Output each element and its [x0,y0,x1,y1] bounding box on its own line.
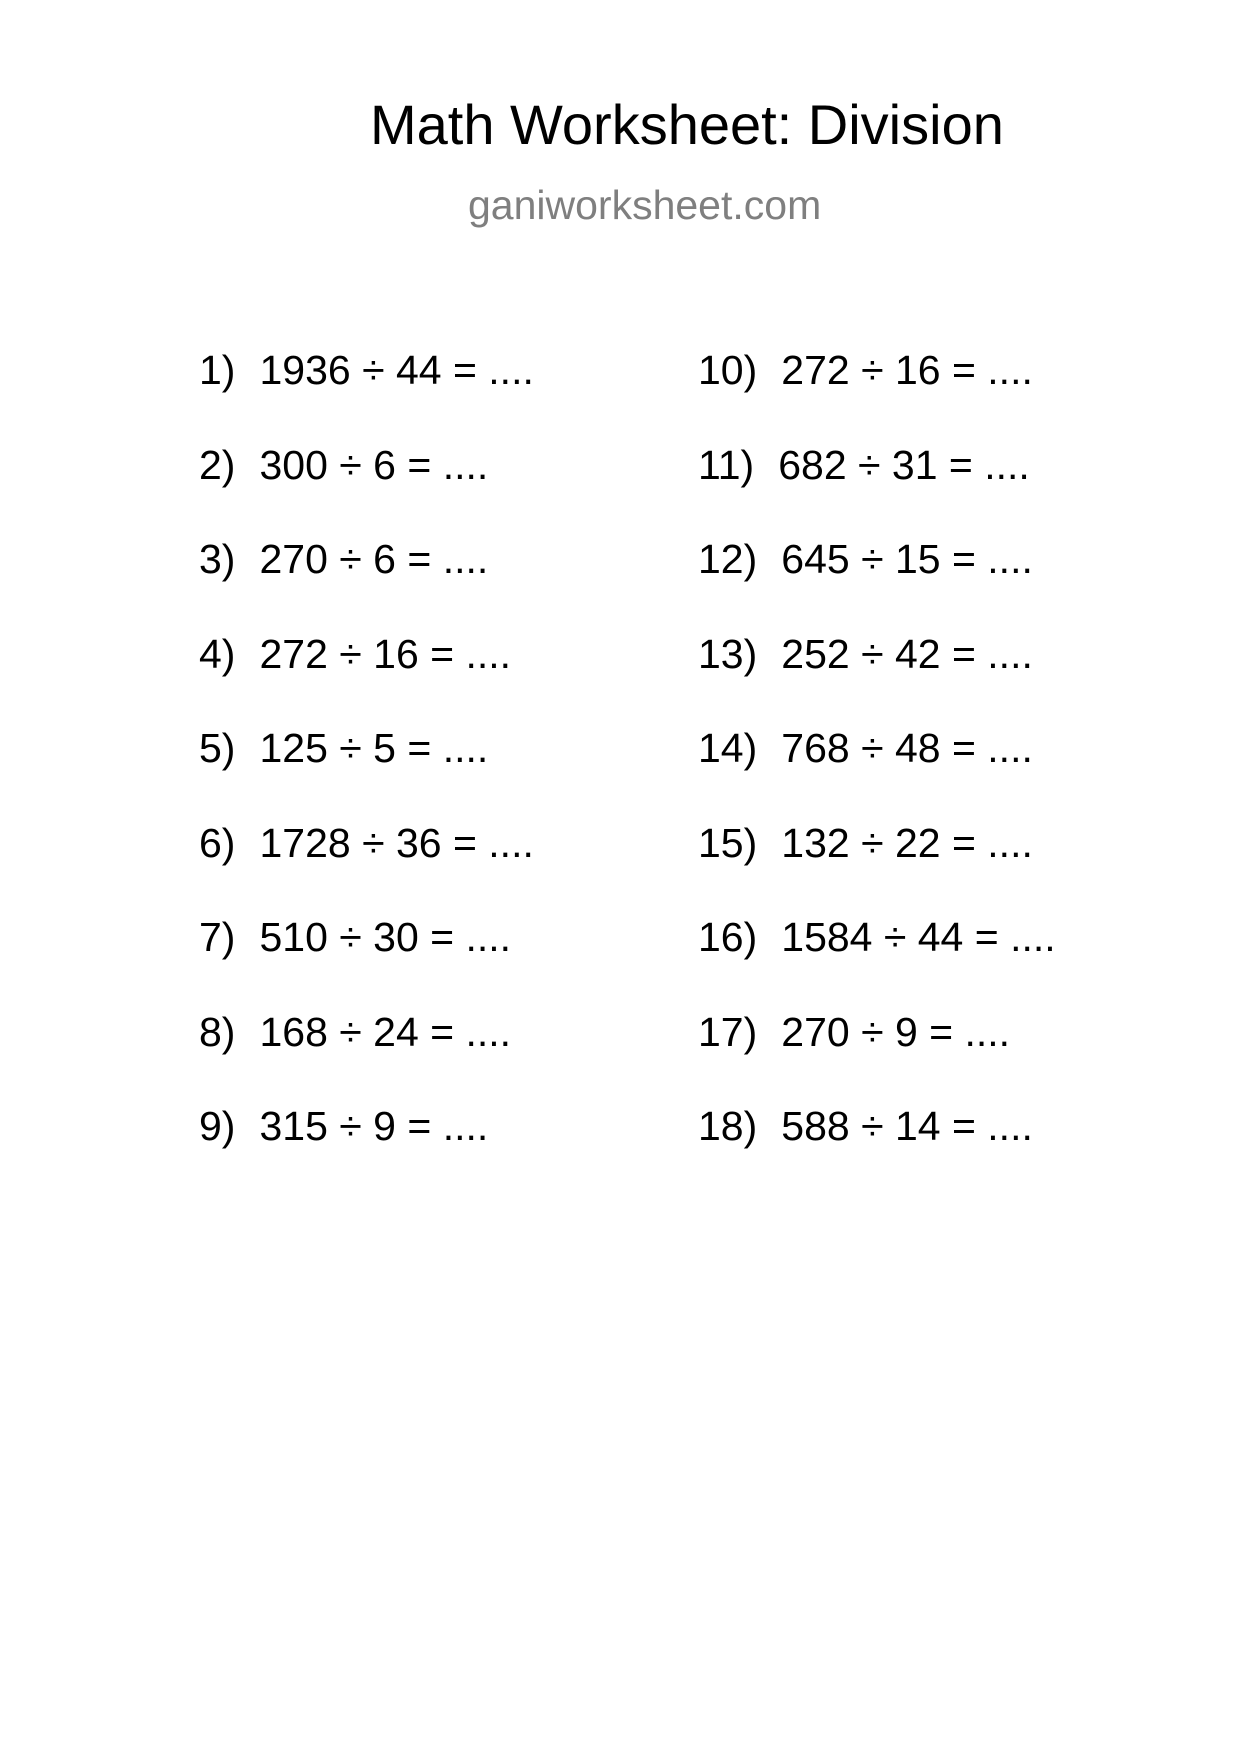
problem-expression: 270 ÷ 6 = .... [259,536,489,582]
problem-expression: 1728 ÷ 36 = .... [259,819,534,866]
problem-number: 2) [199,441,236,488]
problem-2 [199,441,534,540]
problem-expression: 270 ÷ 9 = .... [781,1008,1011,1055]
problem-number: 16) [698,914,758,960]
problem-14 [698,725,1056,823]
problem-18 [698,1103,1056,1201]
problem-expression: 272 ÷ 16 = .... [781,347,1033,393]
problem-number: 4) [199,630,236,677]
problem-8 [199,1008,534,1107]
problem-number: 7) [199,914,236,960]
problem-number: 14) [698,725,758,771]
problem-expression: 125 ÷ 5 = .... [259,725,489,771]
problem-16 [698,914,1056,1012]
problem-number: 11) [698,441,755,488]
problem-number: 3) [199,536,236,582]
problem-number: 5) [199,725,236,771]
problem-number: 6) [199,819,236,866]
problem-13 [698,630,1056,729]
problem-11 [698,441,1056,540]
problem-number: 12) [698,536,758,582]
problem-column-right [698,347,1056,1201]
site-name: ganiworksheet.com [468,182,822,228]
problem-17 [698,1008,1056,1107]
problem-expression: 682 ÷ 31 = .... [778,441,1030,488]
problem-expression: 768 ÷ 48 = .... [781,725,1033,771]
problem-expression: 1584 ÷ 44 = .... [781,914,1056,960]
problem-3 [199,536,534,634]
problem-number: 15) [698,819,758,866]
problem-expression: 1936 ÷ 44 = .... [259,347,534,393]
problem-expression: 272 ÷ 16 = .... [259,630,512,677]
problem-12 [698,536,1056,634]
problem-6 [199,819,534,918]
problem-expression: 252 ÷ 42 = .... [781,630,1033,677]
page-title: Math Worksheet: Division [370,93,1004,156]
problem-15 [698,819,1056,918]
problem-10 [698,347,1056,445]
problem-expression: 168 ÷ 24 = .... [259,1008,512,1055]
problem-expression: 132 ÷ 22 = .... [781,819,1033,866]
problem-number: 8) [199,1008,236,1055]
problem-expression: 300 ÷ 6 = .... [259,441,489,488]
problem-4 [199,630,534,729]
problem-1 [199,347,534,445]
problem-7 [199,914,534,1012]
problem-9 [199,1103,534,1201]
problem-number: 18) [698,1103,758,1149]
problem-expression: 315 ÷ 9 = .... [259,1103,489,1149]
problem-expression: 588 ÷ 14 = .... [781,1103,1033,1149]
problem-number: 9) [199,1103,236,1149]
problem-expression: 510 ÷ 30 = .... [259,914,512,960]
problem-number: 13) [698,630,758,677]
problem-column-left [199,347,534,1201]
problem-number: 10) [698,347,758,393]
problem-number: 1) [199,347,236,393]
problem-number: 17) [698,1008,758,1055]
problem-expression: 645 ÷ 15 = .... [781,536,1033,582]
problem-5 [199,725,534,823]
